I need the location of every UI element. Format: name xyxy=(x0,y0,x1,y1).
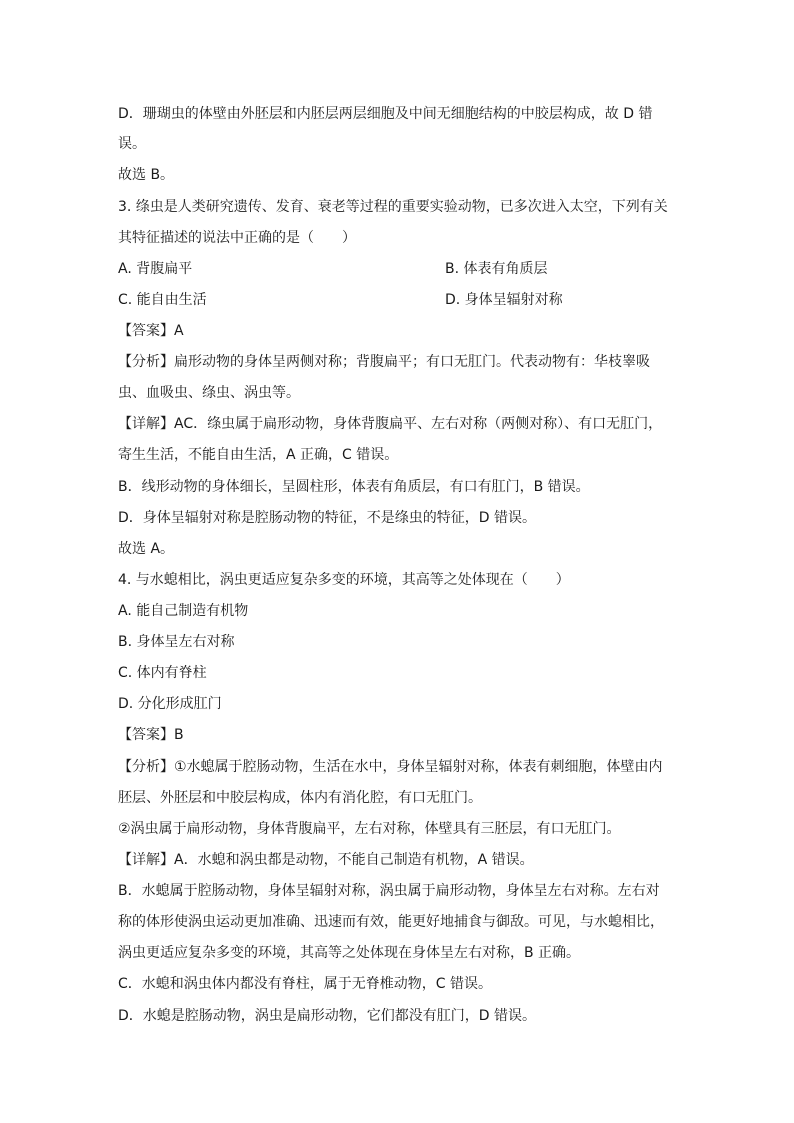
option-d: D. 身体呈辐射对称 xyxy=(445,292,563,308)
explanation-text: 称的体形使涡虫运动更加准确、迅速而有效，能更好地捕食与御敌。可见，与水螅相比， xyxy=(118,914,664,930)
explanation-text: 寄生生活，不能自由生活，A 正确，C 错误。 xyxy=(118,447,399,463)
text-line: 误。 xyxy=(118,136,146,152)
option-b: B. 身体呈左右对称 xyxy=(118,634,235,650)
analysis-text: ②涡虫属于扁形动物，身体背腹扁平，左右对称，体壁具有三胚层，有口无肛门。 xyxy=(118,821,621,837)
question-4-stem: 4. 与水螅相比，涡虫更适应复杂多变的环境，其高等之处体现在（ ） xyxy=(118,572,570,588)
analysis-text: 虫、血吸虫、绦虫、涡虫等。 xyxy=(118,385,300,401)
answer-label: 【答案】B xyxy=(118,727,184,743)
option-c: C. 体内有脊柱 xyxy=(118,665,207,681)
text-line: D．珊瑚虫的体壁由外胚层和内胚层两层细胞及中间无细胞结构的中胶层构成，故 D 错 xyxy=(118,106,653,122)
option-a: A. 能自己制造有机物 xyxy=(118,603,249,619)
text-line: 故选 A。 xyxy=(118,541,175,557)
explanation-text: D．身体呈辐射对称是腔肠动物的特征，不是绦虫的特征，D 错误。 xyxy=(118,510,537,526)
explanation-text: B．水螅属于腔肠动物，身体呈辐射对称，涡虫属于扁形动物，身体呈左右对称。左右对 xyxy=(118,883,660,899)
question-3-stem-cont: 其特征描述的说法中正确的是（ ） xyxy=(118,230,356,246)
analysis-text: 【分析】①水螅属于腔肠动物，生活在水中，身体呈辐射对称，体表有刺细胞，体壁由内 xyxy=(118,759,663,775)
explanation-text: 【详解】AC．绦虫属于扁形动物，身体背腹扁平、左右对称（两侧对称）、有口无肛门， xyxy=(118,416,663,432)
explanation-text: 【详解】A．水螅和涡虫都是动物，不能自己制造有机物，A 错误。 xyxy=(118,852,534,868)
analysis-text: 【分析】扁形动物的身体呈两侧对称；背腹扁平；有口无肛门。代表动物有：华枝睾吸 xyxy=(118,354,650,370)
question-3-stem: 3. 绦虫是人类研究遗传、发育、衰老等过程的重要实验动物，已多次进入太空，下列有关 xyxy=(118,199,668,215)
explanation-text: 涡虫更适应复杂多变的环境，其高等之处体现在身体呈左右对称，B 正确。 xyxy=(118,945,581,961)
option-b: B. 体表有角质层 xyxy=(445,261,548,277)
text-line: 故选 B。 xyxy=(118,167,175,183)
answer-label: 【答案】A xyxy=(118,323,184,339)
explanation-text: C．水螅和涡虫体内都没有脊柱，属于无脊椎动物，C 错误。 xyxy=(118,976,492,992)
explanation-text: B．线形动物的身体细长，呈圆柱形，体表有角质层，有口有肛门，B 错误。 xyxy=(118,479,590,495)
analysis-text: 胚层、外胚层和中胶层构成，体内有消化腔，有口无肛门。 xyxy=(118,790,482,806)
option-a: A. 背腹扁平 xyxy=(118,261,193,277)
explanation-text: D．水螅是腔肠动物，涡虫是扁形动物，它们都没有肛门，D 错误。 xyxy=(118,1008,537,1024)
option-c: C. 能自由生活 xyxy=(118,292,207,308)
option-d: D. 分化形成肛门 xyxy=(118,696,222,712)
